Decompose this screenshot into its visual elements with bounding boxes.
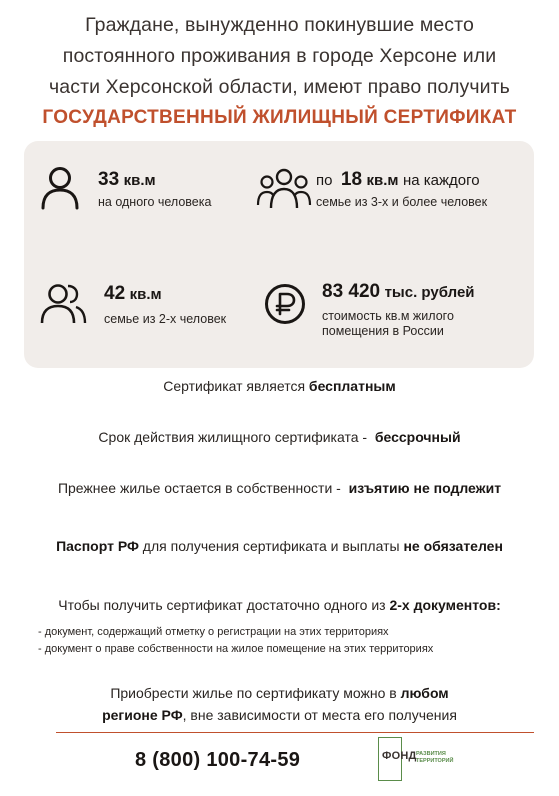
stat-unit: кв.м [129,286,162,303]
heading-line: Граждане, вынужденно покинувшие место [85,14,474,36]
fact-bold: Паспорт РФ [56,538,139,554]
fact-bold: регионе РФ [102,707,183,723]
stat-caption: на одного человека [98,195,212,209]
stat-family-3plus [256,141,534,241]
stat-suffix: на каждого [402,172,480,189]
stat-single-person [24,141,264,241]
two-people-icon [40,283,88,325]
fact-text: Прежнее жилье остается в собственности - [57,480,349,496]
fact-property [0,480,559,496]
logo-main-text: ФОНД [382,750,417,762]
heading-line: части Херсонской области, имеют право получить [49,76,510,98]
stat-value: 42 [104,283,126,304]
stat-unit: кв.м [366,172,399,189]
fact-free [0,378,559,394]
divider [56,732,534,733]
fact-line [0,704,559,726]
fund-logo [378,737,454,781]
fact-text: Срок действия жилищного сертификата - [98,429,375,445]
stat-value: 83 420 [322,281,381,302]
stat-caption: семье из 3-х и более человек [316,195,488,209]
stat-family-2 [24,251,264,361]
fact-text: Чтобы получить сертификат достаточно одного из [58,597,390,613]
stat-cost [260,251,534,361]
fact-text: для получения сертификата и выплаты [138,538,404,554]
heading [0,10,559,103]
fact-bold: 2-х документов: [389,597,501,613]
fact-text: , вне зависимости от места его получения [182,707,457,723]
fact-bold: бесплатным [308,378,396,394]
heading-line: постоянного проживания в городе Херсоне или [62,45,497,67]
group-icon [256,168,312,210]
stat-caption-line: помещения в России [322,324,444,338]
fact-bold: изъятию не подлежит [348,480,502,496]
stat-prefix: по [316,172,333,189]
fact-text: Сертификат является [163,378,309,394]
fact-bold: не обязателен [403,538,503,554]
fact-text: Приобрести жилье по сертификату можно в [110,685,401,701]
stat-unit: кв.м [123,172,156,189]
logo-sub-text [416,751,453,764]
person-icon [40,166,80,210]
ruble-icon [264,283,306,325]
logo-sub-line: ТЕРРИТОРИЙ [416,757,454,764]
stat-caption [322,309,454,339]
logo-sub-line: РАЗВИТИЯ [416,751,446,757]
fact-purchase [0,682,559,726]
fact-passport [0,538,559,554]
stat-caption-line: стоимость кв.м жилого [322,309,454,323]
fact-bold: бессрочный [374,429,461,445]
list-item: - документ, содержащий отметку о регистрации на этих территориях [38,626,389,638]
certificate-title: ГОСУДАРСТВЕННЫЙ ЖИЛИЩНЫЙ СЕРТИФИКАТ [42,107,517,128]
stat-value: 33 [98,169,120,190]
fact-line [0,682,559,704]
fact-documents [0,597,559,613]
list-item: - документ о праве собственности на жилое помещение на этих территориях [38,643,434,655]
stats-panel [24,141,534,368]
stat-unit: тыс. рублей [384,284,475,301]
stat-caption: семье из 2-х человек [104,312,227,326]
stat-value: 18 [340,169,363,190]
fact-bold: любом [400,685,449,701]
phone-number[interactable]: 8 (800) 100-74-59 [135,749,301,771]
document-list [38,624,433,658]
fact-validity [0,429,559,445]
